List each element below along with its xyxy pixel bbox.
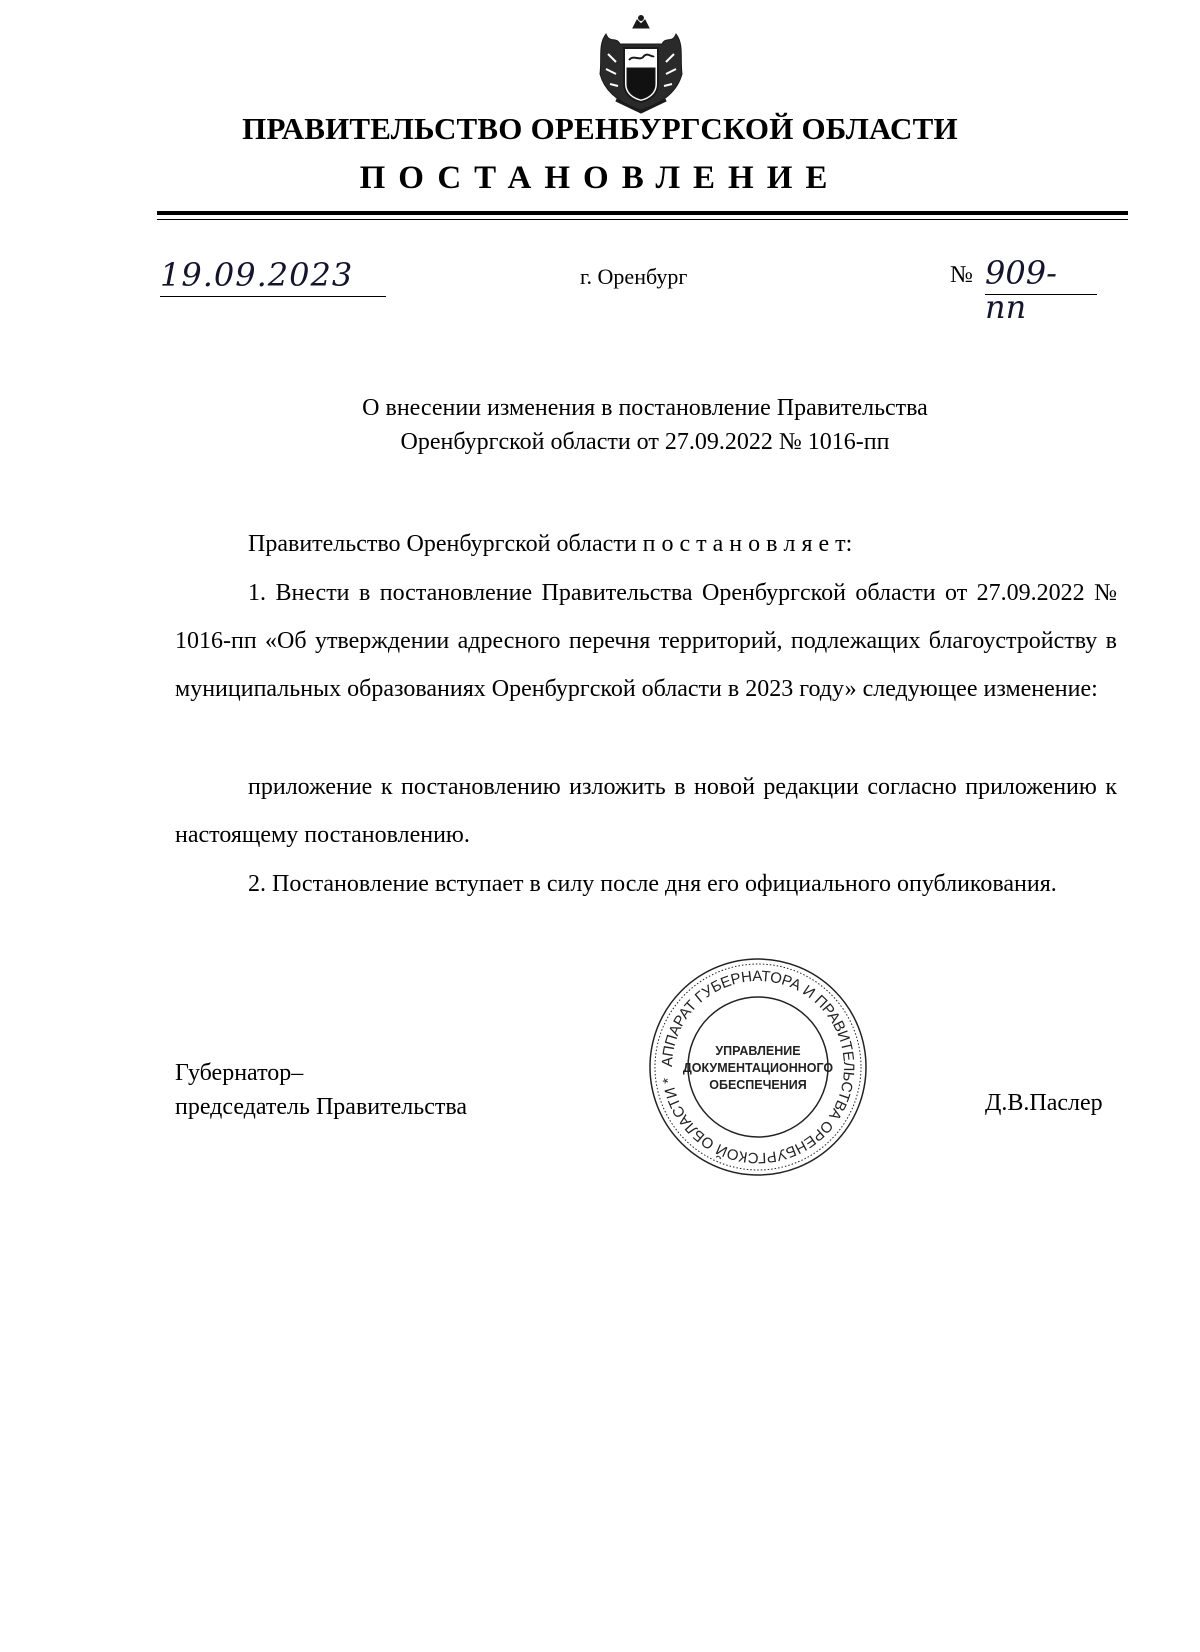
seal-center-line-2: ДОКУМЕНТАЦИОННОГО — [682, 1061, 834, 1075]
seal-center-line-3: ОБЕСПЕЧЕНИЯ — [709, 1078, 807, 1092]
subject-line-2: Оренбургской области от 27.09.2022 № 1016-пп — [400, 429, 890, 455]
resolution-item-2: 2. Постановление вступает в силу после дня его официального опубликования. — [248, 871, 1057, 897]
document-type-title: ПОСТАНОВЛЕНИЕ — [359, 160, 841, 196]
document-date: 19.09.2023 — [160, 258, 386, 297]
resolution-intro: Правительство Оренбургской области п о с т а н о в л я е т: — [248, 531, 853, 557]
organization-title: ПРАВИТЕЛЬСТВО ОРЕНБУРГСКОЙ ОБЛАСТИ — [242, 111, 958, 146]
document-number: 909-пп — [985, 256, 1097, 295]
signatory-position — [175, 1056, 467, 1124]
document-subject — [250, 391, 1040, 459]
document-city: г. Оренбург — [580, 264, 688, 289]
subject-line-1: О внесении изменения в постановление Правительства — [362, 395, 928, 421]
seal-outer-text: АППАРАТ ГУБЕРНАТОРА И ПРАВИТЕЛЬСТВА ОРЕНБУРГСКОЙ ОБЛАСТИ * — [658, 967, 858, 1167]
official-seal — [643, 952, 873, 1182]
header-divider-thin — [157, 219, 1128, 220]
signatory-position-line-2: председатель Правительства — [175, 1094, 468, 1120]
resolution-item-1-change: приложение к постановлению изложить в новой редакции согласно приложению к настоящему постановлению. — [175, 774, 1117, 848]
signatory-position-line-1: Губернатор– — [175, 1060, 304, 1086]
signatory-name: Д.В.Паслер — [985, 1090, 1103, 1116]
resolution-item-1: 1. Внести в постановление Правительства Оренбургской области от 27.09.2022 № 1016-пп «Об утверждении адресного перечня территорий, подлежащих благоустройству в муниципальных образованиях Оренбургской области в 2023 году» следующее изменение: — [175, 580, 1117, 702]
header-divider-thick — [157, 211, 1128, 215]
seal-center-line-1: УПРАВЛЕНИЕ — [715, 1044, 801, 1058]
number-sign: № — [950, 262, 973, 288]
oblast-coat-of-arms-icon — [596, 14, 686, 114]
